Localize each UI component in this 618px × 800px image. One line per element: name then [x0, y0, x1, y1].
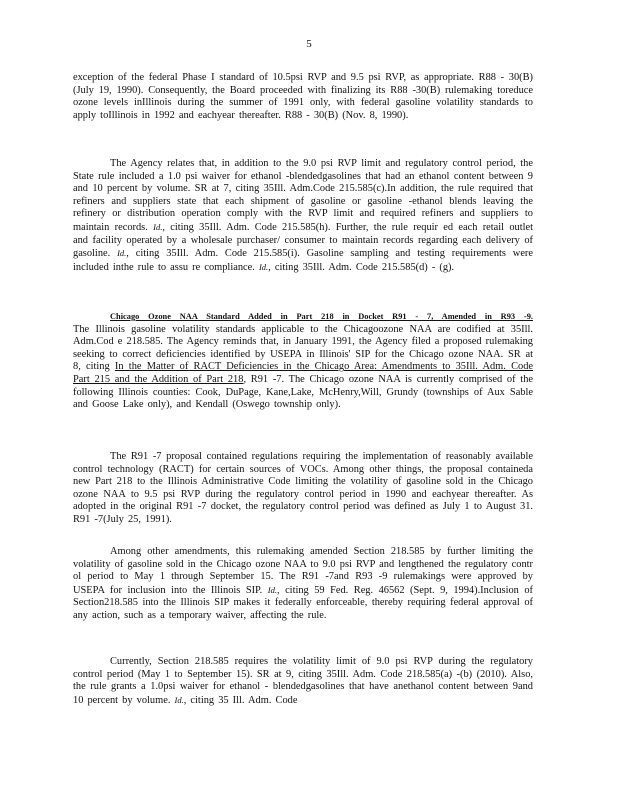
- text-run: , citing 35Ill. Adm. Code 215.585(i). Gasoline sampling and testing requirements were included inthe rule to assu re compliance.: [73, 248, 533, 273]
- text-run: , citing 59 Fed. Reg. 46562 (Sept. 9, 1994).Inclusion of Section218.585 into the Illinois SIP makes it federally enforceable, thereby requiring federal approval of any action, such as a temporary waiver, affecting the rule.: [73, 584, 533, 621]
- citation-id: Id.: [174, 694, 184, 705]
- citation-id: Id.: [258, 261, 269, 272]
- text-run: Currently, Section 218.585 requires the volatility limit of 9.0 psi RVP during the regulatory control period (May 1 to September 15). SR at 9, citing 35Ill. Adm. Code 218.585(a) -(b) (2010). Also, the rule grants a 1.0psi waiver for ethanol - blendedgasolines that have anethanol content between 9and 10 percent by volume.: [73, 656, 533, 706]
- case-title: In the Matter of RACT Deficiencies in the Chicago Area: Amendments to 35Ill. Adm. Code Part 215 and the Addition of Part 218: [73, 361, 534, 385]
- paragraph-chicago-ozone-standard: [73, 311, 533, 412]
- text-run: exception of the federal Phase I standard of 10.5psi RVP and 9.5 psi RVP, as appropriate. R88 - 30(B) (July 19, 1990). Consequently, the Board proceeded with finalizing its R88 -30(B) rulemaking toreduce ozone levels inIllinois during the summer of 1991 only, with federal gasoline volatility standards to apply toIllinois in 1992 and eachyear thereafter. R88 - 30(B) (Nov. 8, 1990).: [73, 72, 533, 121]
- text-run: The R91 -7 proposal contained regulations requiring the implementation of reasonably available control technology (RACT) for certain sources of VOCs. Among other things, the proposal containeda new Part 218 to the Illinois Administrative Code limiting the volatility of gasoline sold in the Chicago ozone NAA to 9.5 psi RVP during the regulatory control period in 1990 and eachyear thereafter. As adopted in the original R91 -7 docket, the regulatory control period was defined as July 1 to August 31. R91 -7(July 25, 1991).: [73, 451, 533, 525]
- text-run: The Agency relates that, in addition to the 9.0 psi RVP limit and regulatory control period, the State rule included a 1.0 psi waiver for ethanol -blendedgasolines that had an ethanol content between 9 and 10 percent by volume. SR at 7, citing 35Ill. Adm.Code 215.585(c).In addition, the rule required that refiners and suppliers state that each shipment of gasoline or gasoline -ethanol blends leaving the refinery or distribution operation comply with the RVP limit and required refiners and suppliers to maintain records.: [73, 158, 533, 233]
- page-number: 5: [306, 38, 312, 50]
- text-run: , R91 -7. The Chicago ozone NAA is currently comprised of the following Illinois counties: Cook, DuPage, Kane,Lake, McHenry,Will, Grundy (townships of Aux Sable and Goose Lake only), and Kendall (Oswego township only).: [73, 373, 533, 411]
- paragraph-currently: [73, 656, 533, 707]
- paragraph-r91-7-proposal: [73, 451, 533, 527]
- text-run: The Illinois gasoline volatility standards applicable to the Chicagoozone NAA are codified at 35Ill. Adm.Cod e 218.585. The Agency reminds that, in January 1991, the Agency filed a proposed rulemaking seeking to correct deficiencies identified by USEPA in Illinois' SIP for the Chicago ozone NAA. SR at 8, citing: [73, 323, 533, 373]
- citation-id: Id.: [267, 584, 277, 595]
- section-heading: Chicago Ozone NAA Standard Added in Part 218 in Docket R91 - 7, Amended in R93 -9.: [110, 312, 533, 321]
- text-run: , citing 35 Ill. Adm. Code: [183, 694, 298, 706]
- paragraph-agency-relates: [73, 158, 533, 274]
- paragraph-amendments: [73, 546, 533, 623]
- text-run: Among other amendments, this rulemaking amended Section 218.585 by further limiting the volatility of gasoline sold in the Chicago ozone NAA to 9.0 psi RVP and lengthened the regulatory contr ol period to May 1 through September 15. The R91 -7and R93 -9 rulemakings were approved by USEPA for inclusion into the Illinois SIP.: [73, 546, 533, 596]
- text-run: , citing 35Ill. Adm. Code 215.585(h). Further, the rule requir ed each retail outlet and facility operated by a wholesale purchaser/ consumer to maintain records regarding each delivery of gasoline.: [73, 221, 533, 260]
- citation-id: Id.: [117, 248, 127, 259]
- paragraph-phase-one-standard: [73, 72, 533, 122]
- citation-id: Id.: [153, 221, 163, 232]
- text-run: , citing 35Ill. Adm. Code 215.585(d) - (g).: [268, 261, 455, 273]
